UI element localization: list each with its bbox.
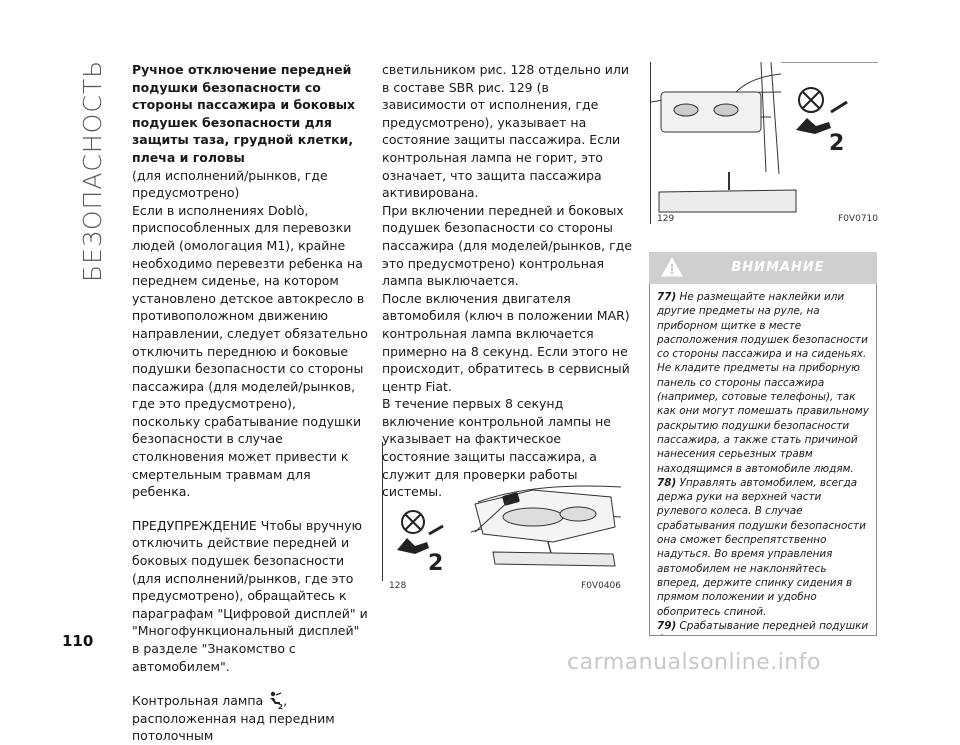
paragraph-4: светильником рис. 128 отдельно или в составе SBR рис. 129 (в зависимости от исполнения, где предусмотрено), указывает на состояние защиты пассажира. Если контрольная лампа не горит, это означает, что защита пассажира активирована. — [382, 62, 629, 201]
sbr-panel-illustration — [651, 62, 878, 224]
paragraph-2: ПРЕДУПРЕЖДЕНИЕ Чтобы вручную отключить действие передней и боковых подушек безопасности (для исполнений/рынков, где это предусмотрено), обращайтесь к параграфам "Цифровой дисплей" и "Многофункциональный дисплей" в разделе "Знакомство с автомобилем". — [132, 517, 368, 674]
svg-text:2: 2 — [278, 703, 284, 710]
watermark: carmanualsonline.info — [567, 650, 821, 675]
warning-item: 77) Не размещайте наклейки или другие предметы на руле, на приборном щитке в месте расположения подушек безопасности со стороны пассажира и на сиденьях. — [657, 291, 868, 361]
warning-item: Не кладите предметы на приборную панель со стороны пассажира (например, сотовые телефоны), так как они могут помешать правильному раскрытию подушки безопасности пассажира, а также стать причиной нанесения серьезных травм находящимся в автомобиле людям. — [657, 362, 869, 475]
section-heading: Ручное отключение передней подушки безопасности со стороны пассажира и боковых подушек безопасности для защиты таза, грудной клетки, плеча и головы — [132, 62, 356, 165]
figure-128-number: 128 — [389, 581, 407, 591]
warning-box — [649, 252, 877, 641]
section-title — [70, 52, 110, 282]
warning-item: 79) Срабатывание передней подушки — [657, 619, 869, 632]
paragraph-3-end: , расположенная над передним потолочным — [132, 693, 335, 744]
paragraph-5: При включении передней и боковых подушек безопасности со стороны пассажира (для моделей/рынков, где это предусмотрено) контрольная лампа выключается. — [382, 202, 633, 289]
figure-129 — [650, 62, 878, 224]
page-number: 110 — [62, 632, 94, 650]
svg-text:2: 2 — [829, 131, 845, 156]
figure-128-code: F0V0406 — [581, 581, 621, 591]
column-left — [132, 61, 368, 745]
paragraph-6: После включения двигателя автомобиля (ключ в положении MAR) контрольная лампа включается примерно на 8 секунд. Если этого не происходит, обратитесь в сервисный центр Fiat. — [382, 290, 630, 394]
ceiling-lamp-illustration — [383, 442, 621, 581]
figure-129-number: 129 — [657, 214, 675, 224]
warning-body — [649, 284, 877, 636]
warning-title: ВНИМАНИЕ — [731, 260, 825, 275]
airbag-off-icon — [397, 511, 443, 576]
airbag-off-icon — [267, 691, 283, 709]
svg-text:2: 2 — [428, 551, 444, 576]
figure-129-code: F0V0710 — [838, 214, 878, 224]
column-middle — [382, 61, 632, 501]
heading-note: (для исполнений/рынков, где предусмотрено) — [132, 167, 328, 201]
airbag-off-icon — [796, 88, 847, 156]
figure-128 — [382, 442, 621, 591]
warning-item: 78) Управлять автомобилем, всегда держа руки на верхней части рулевого колеса. В случае срабатывания подушки безопасности она сможет беспрепятственно надуться. Во время управления автомобилем не наклоняйтесь вперед, держите спинку сидения в прямом положении и удобно обопритесь спиной. — [657, 476, 866, 618]
paragraph-1: Если в исполнениях Doblò, приспособленных для перевозки людей (омологация M1), крайне необходимо перевезти ребенка на переднем сиденье, на котором установлено детское автокресло в противоположном движению направлении, следует обязательно отключить переднюю и боковые подушки безопасности со стороны пассажира (для моделей/рынков, где это предусмотрено), поскольку срабатывание подушки безопасности в случае столкновения может привести к смертельным травмам для ребенка. — [132, 202, 368, 500]
section-title-text: БЕЗОПАСНОСТЬ — [78, 59, 107, 282]
warning-header — [649, 252, 877, 284]
paragraph-3-start: Контрольная лампа — [132, 693, 264, 709]
paragraph-3 — [132, 691, 368, 745]
paragraph-7: В течение первых 8 секунд включение контрольной лампы не указывает на фактическое состояние защиты пассажира, а служит для проверки работы системы. — [382, 396, 611, 500]
